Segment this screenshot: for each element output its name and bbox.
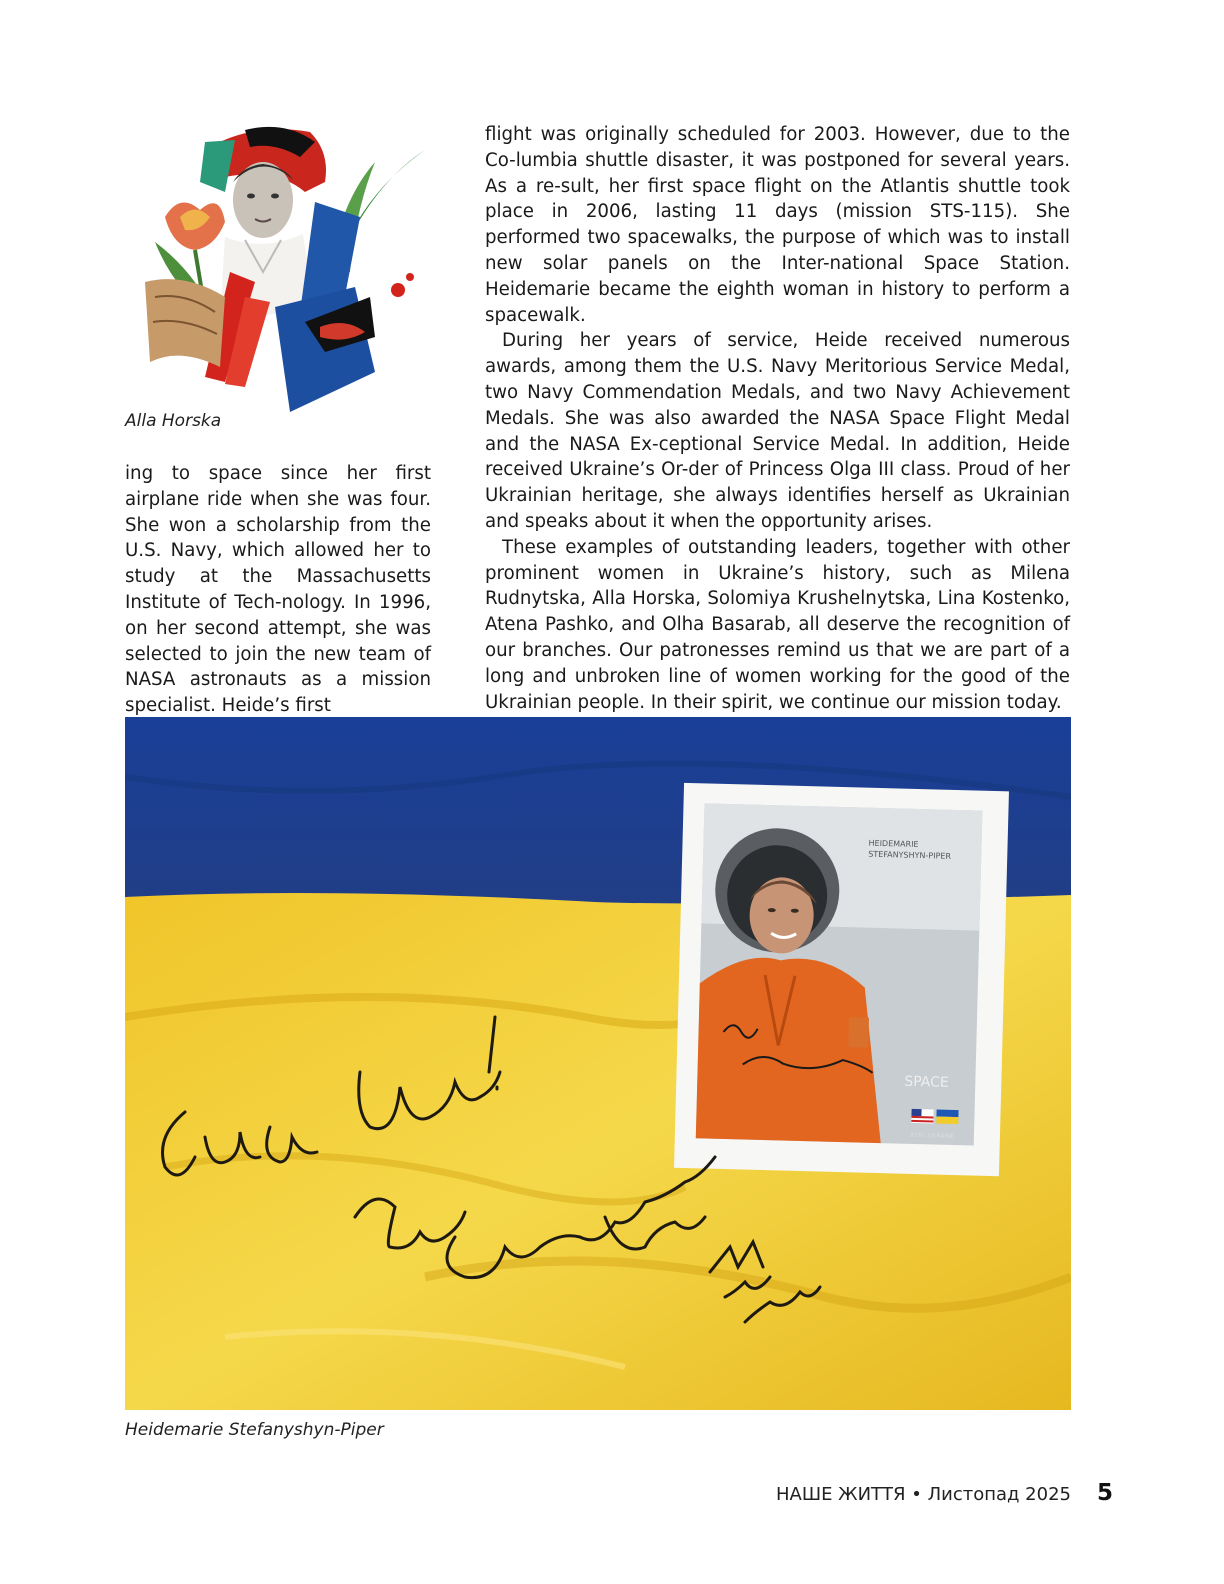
paragraph-1: flight was originally scheduled for 2003. However, due to the Co-lumbia shuttle disaster, it was postponed for several years. As a re-sult, her first space flight on the Atlantis shuttle took place in 2006, lasting 11 days (mission STS-115). She performed two spacewalks, the purpose of which was to install new solar panels on the Inter-national Space Station. Heidemarie became the eighth woman in history to perform a spacewalk. — [485, 124, 1070, 326]
card-footer-text: KYIV, UKRAINE — [910, 1131, 955, 1141]
left-column-paragraph: ing to space since her first airplane ride when she was four. She won a scholarship from the U.S. Navy, which allowed her to study at the Massachusetts Institute of Tech-nology. In 1996, on her second attempt, she was selected to join the new team of NASA astronauts as a mission specialist. Heide’s first — [125, 463, 431, 717]
alla-horska-collage-image — [125, 122, 431, 412]
signed-photo-card — [674, 783, 1009, 1176]
right-text-column — [485, 122, 1070, 715]
paragraph-2: During her years of service, Heide received numerous awards, among them the U.S. Navy Meritorious Service Medal, two Navy Commendation Medals, and two Navy Achievement Medals. She was also awarded the NASA Space Flight Medal and the NASA Ex-ceptional Service Medal. In addition, Heide received Ukraine’s Or-der of Princess Olga III class. Proud of her Ukrainian heritage, she always identifies herself as Ukrainian and speaks about it when the opportunity arises. — [485, 330, 1070, 532]
page-number: 5 — [1097, 1480, 1114, 1506]
alla-horska-caption: Alla Horska — [125, 411, 222, 431]
card-space-logo: SPACE — [904, 1073, 949, 1091]
signed-flag-photo — [125, 717, 1071, 1410]
left-text-column — [125, 461, 431, 719]
card-name-line2: STEFANYSHYN-PIPER — [868, 849, 952, 861]
paragraph-3: These examples of outstanding leaders, together with other prominent women in Ukraine’s history, such as Milena Rudnytska, Alla Horska, Solomiya Krushelnytska, Lina Kostenko, Atena Pashko, and Olha Basarab, all deserve the recognition of our branches. Our patronesses remind us that we are part of a long and unbroken line of women working for the good of the Ukrainian people. In their spirit, we continue our mission today. — [485, 536, 1070, 713]
publication-footer: НАШЕ ЖИТТЯ • Листопад 2025 — [775, 1484, 1071, 1505]
card-name-line1: HEIDEMARIE — [868, 838, 919, 849]
heidemarie-photo-caption: Heidemarie Stefanyshyn-Piper — [125, 1420, 384, 1440]
